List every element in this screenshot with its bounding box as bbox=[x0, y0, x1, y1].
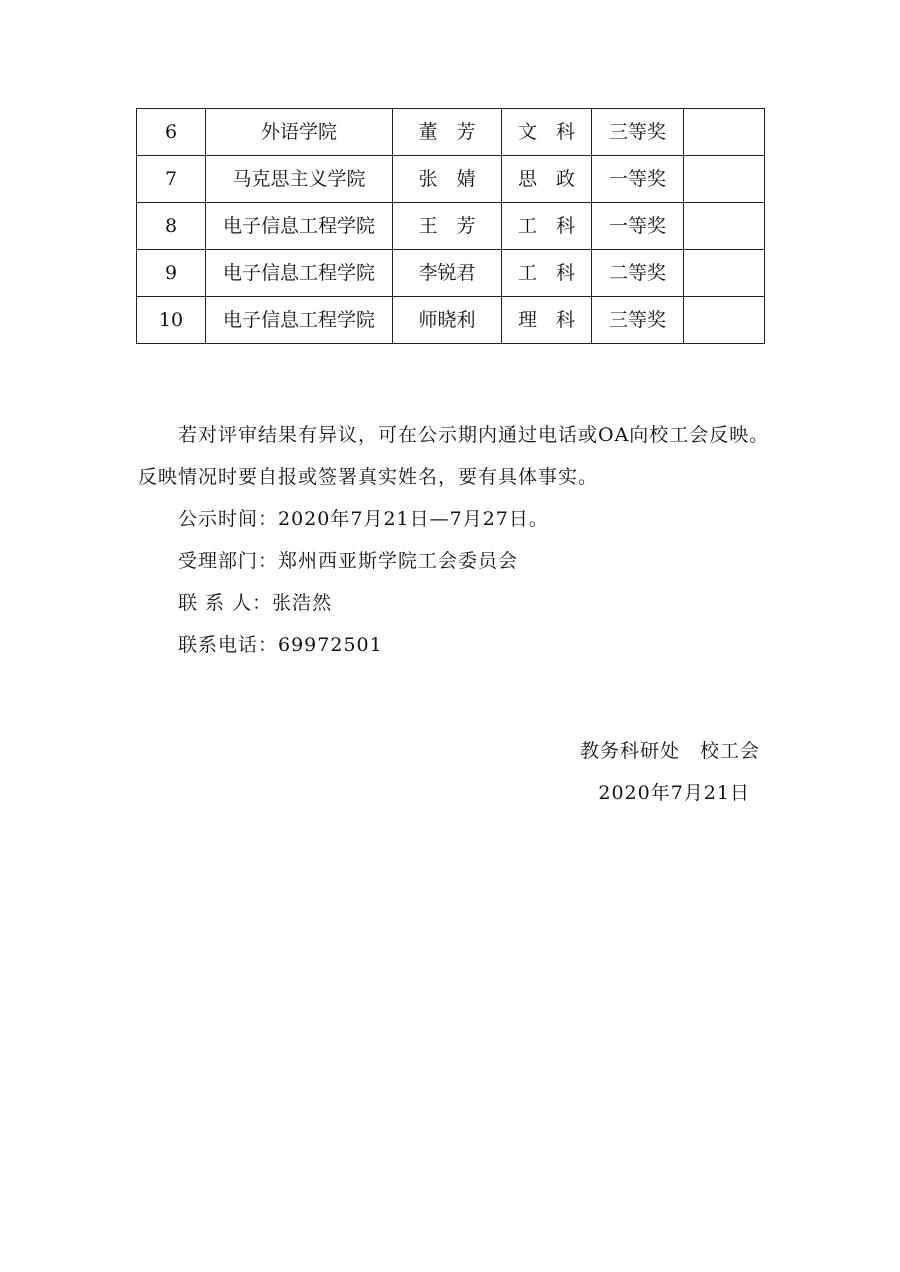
table-row bbox=[137, 250, 765, 297]
table-row bbox=[137, 109, 765, 156]
issue-date: 2020年7月21日 bbox=[598, 782, 750, 804]
discipline-cell: 理 科 bbox=[502, 297, 592, 344]
award-cell: 一等奖 bbox=[592, 203, 684, 250]
note-cell bbox=[684, 250, 765, 297]
discipline-cell: 文 科 bbox=[502, 109, 592, 156]
note-cell bbox=[684, 203, 765, 250]
name-cell: 王 芳 bbox=[393, 203, 502, 250]
discipline-cell: 思 政 bbox=[502, 156, 592, 203]
college-cell: 马克思主义学院 bbox=[206, 156, 393, 203]
award-cell: 三等奖 bbox=[592, 109, 684, 156]
award-cell: 一等奖 bbox=[592, 156, 684, 203]
row-number: 6 bbox=[137, 109, 206, 156]
notice-section bbox=[138, 414, 778, 666]
discipline-cell: 工 科 bbox=[502, 203, 592, 250]
college-cell: 外语学院 bbox=[206, 109, 393, 156]
college-cell: 电子信息工程学院 bbox=[206, 203, 393, 250]
award-cell: 二等奖 bbox=[592, 250, 684, 297]
name-cell: 董 芳 bbox=[393, 109, 502, 156]
contact-phone: 联系电话：69972501 bbox=[178, 634, 383, 656]
name-cell: 李锐君 bbox=[393, 250, 502, 297]
college-cell: 电子信息工程学院 bbox=[206, 250, 393, 297]
award-cell: 三等奖 bbox=[592, 297, 684, 344]
row-number: 8 bbox=[137, 203, 206, 250]
publicity-period: 公示时间：2020年7月21日—7月27日。 bbox=[178, 508, 549, 530]
issuing-offices: 教务科研处 校工会 bbox=[579, 740, 760, 762]
award-results-table bbox=[136, 108, 765, 344]
discipline-cell: 工 科 bbox=[502, 250, 592, 297]
name-cell: 师晓利 bbox=[393, 297, 502, 344]
note-cell bbox=[684, 156, 765, 203]
name-cell: 张 婧 bbox=[393, 156, 502, 203]
receiving-department: 受理部门：郑州西亚斯学院工会委员会 bbox=[178, 550, 519, 572]
signature-block bbox=[580, 730, 760, 814]
note-cell bbox=[684, 109, 765, 156]
row-number: 10 bbox=[137, 297, 206, 344]
college-cell: 电子信息工程学院 bbox=[206, 297, 393, 344]
note-cell bbox=[684, 297, 765, 344]
row-number: 7 bbox=[137, 156, 206, 203]
table-row bbox=[137, 203, 765, 250]
table-row bbox=[137, 156, 765, 203]
contact-person: 联 系 人：张浩然 bbox=[178, 592, 333, 614]
table-row bbox=[137, 297, 765, 344]
objection-paragraph: 若对评审结果有异议，可在公示期内通过电话或OA向校工会反映。反映情况时要自报或签署真实姓名，要有具体事实。 bbox=[138, 424, 770, 488]
row-number: 9 bbox=[137, 250, 206, 297]
